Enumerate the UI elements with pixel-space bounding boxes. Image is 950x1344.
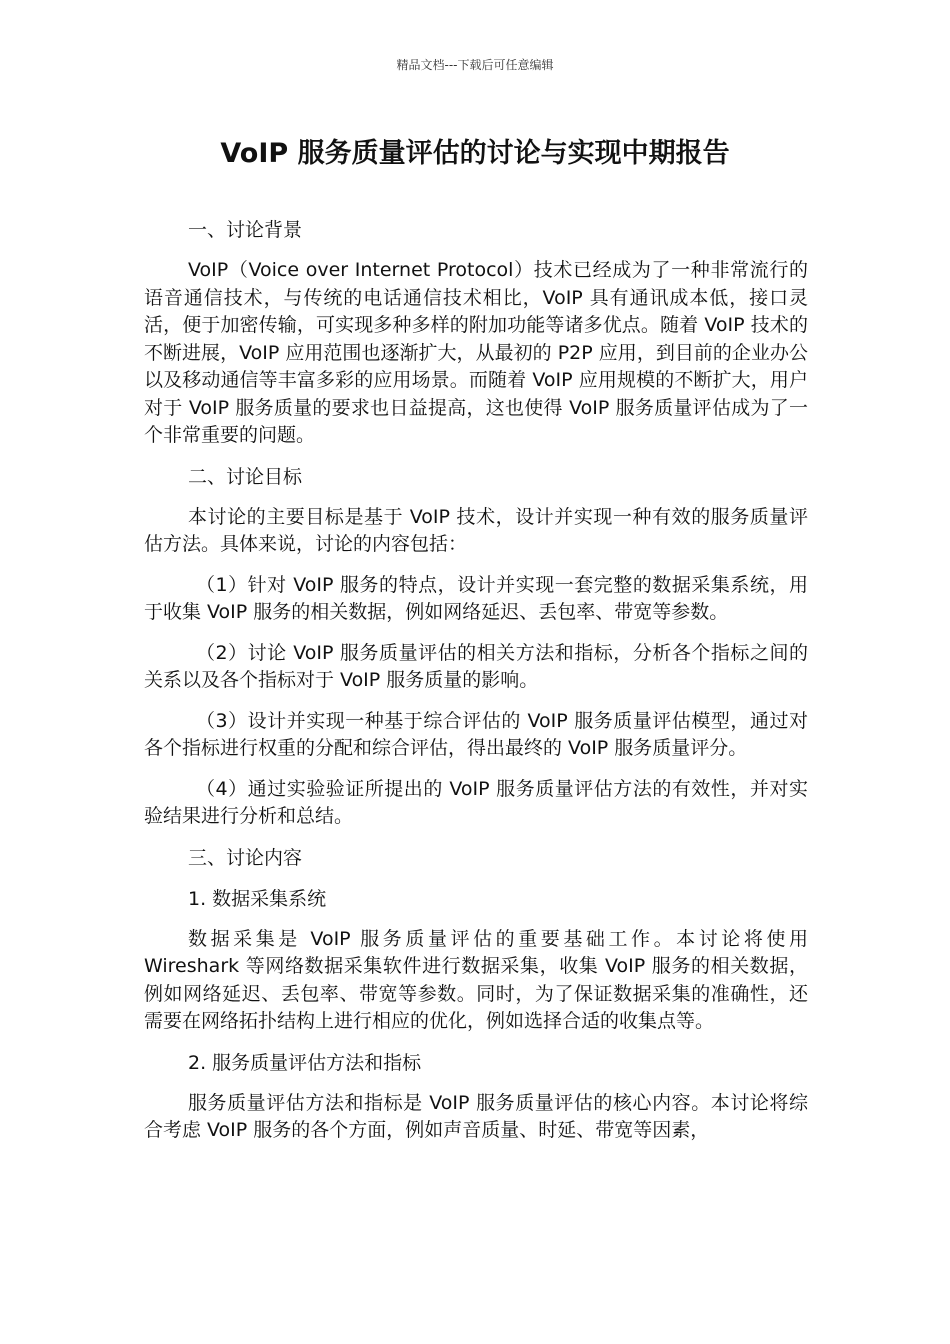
section-heading-background: 一、讨论背景 — [188, 219, 303, 241]
paragraph-data-collection: 数据采集是 VoIP 服务质量评估的重要基础工作。本讨论将使用 Wireshark 等网络数据采集软件进行数据采集，收集 VoIP 服务的相关数据，例如网络延迟、丢包率、带宽等参数。同时，为了保证数据采集的准确性，还需要在网络拓扑结构上进行相应的优化，例如选择合适的收集点等。 — [144, 927, 808, 1032]
subsection-heading-evaluation-methods: 2. 服务质量评估方法和指标 — [188, 1051, 422, 1074]
document-body — [144, 216, 808, 1158]
goal-item-2: （2）讨论 VoIP 服务质量评估的相关方法和指标，分析各个指标之间的关系以及各个指标对于 VoIP 服务质量的影响。 — [144, 641, 808, 691]
page-header: 精品文档---下载后可任意编辑 — [396, 58, 554, 72]
paragraph-evaluation-methods: 服务质量评估方法和指标是 VoIP 服务质量评估的核心内容。本讨论将综合考虑 VoIP 服务的各个方面，例如声音质量、时延、带宽等因素， — [144, 1091, 808, 1141]
document-title: VoIP 服务质量评估的讨论与实现中期报告 — [220, 138, 730, 169]
section-heading-content: 三、讨论内容 — [188, 846, 303, 869]
goal-item-1: （1）针对 VoIP 服务的特点，设计并实现一套完整的数据采集系统，用于收集 VoIP 服务的相关数据，例如网络延迟、丢包率、带宽等参数。 — [144, 573, 808, 623]
paragraph-background: VoIP（Voice over Internet Protocol）技术已经成为了一种非常流行的语音通信技术，与传统的电话通信技术相比，VoIP 具有通讯成本低，接口灵活，便于加密传输，可实现多种多样的附加功能等诸多优点。随着 VoIP 技术的不断进展，VoIP 应用范围也逐渐扩大，从最初的 P2P 应用，到目前的企业办公以及移动通信等丰富多彩的应用场景。而随着 VoIP 应用规模的不断扩大，用户对于 VoIP 服务质量的要求也日益提高，这也使得 VoIP 服务质量评估成为了一个非常重要的问题。 — [144, 259, 808, 446]
section-heading-goal: 二、讨论目标 — [188, 465, 303, 488]
goal-item-4: （4）通过实验验证所提出的 VoIP 服务质量评估方法的有效性，并对实验结果进行分析和总结。 — [144, 777, 808, 827]
goal-item-3: （3）设计并实现一种基于综合评估的 VoIP 服务质量评估模型，通过对各个指标进行权重的分配和综合评估，得出最终的 VoIP 服务质量评分。 — [144, 709, 808, 759]
subsection-heading-data-collection: 1. 数据采集系统 — [188, 887, 327, 910]
paragraph-goal: 本讨论的主要目标是基于 VoIP 技术，设计并实现一种有效的服务质量评估方法。具体来说，讨论的内容包括： — [144, 505, 808, 555]
